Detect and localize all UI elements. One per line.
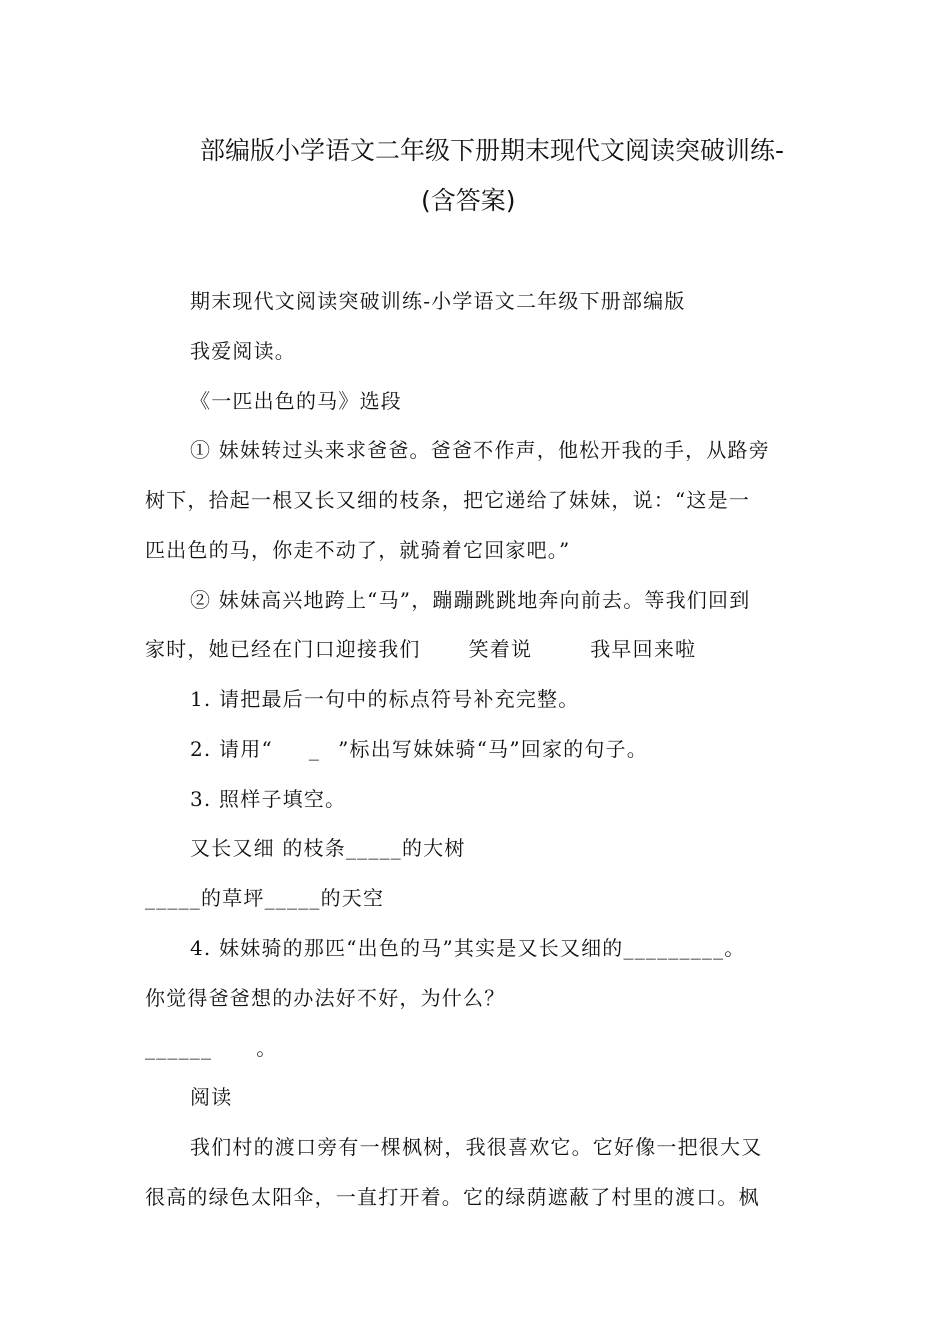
paragraph-1-line-2: 树下，拾起一根又长又细的枝条，把它递给了妹妹，说：“这是一: [145, 488, 751, 512]
section-heading-reading: 我爱阅读。: [190, 339, 296, 363]
question-4-blank: ______: [145, 1036, 213, 1060]
document-title-suffix: (含答案): [421, 186, 516, 215]
question-4-line-2: 你觉得爸爸想的办法好不好，为什么？: [145, 986, 506, 1010]
paragraph-2-line-2: [145, 639, 696, 659]
paragraph-2-line-1: ② 妹妹高兴地跨上“马”，蹦蹦跳跳地奔向前去。等我们回到: [190, 588, 751, 612]
paragraph-3-line-2: 很高的绿色太阳伞，一直打开着。它的绿荫遮蔽了村里的渡口。枫: [145, 1185, 760, 1209]
question-3-example-1: 又长又细 的枝条_____的大树: [190, 836, 466, 860]
subtitle: 期末现代文阅读突破训练-小学语文二年级下册部编版: [190, 289, 686, 313]
question-2-text-b: ”标出写妹妹骑“马”回家的句子。: [338, 737, 648, 761]
paragraph-1-line-3: 匹出色的马，你走不动了，就骑着它回家吧。”: [145, 538, 571, 562]
paragraph-2-text-c: 我早回来啦: [590, 637, 697, 661]
paragraph-1-line-1: ① 妹妹转过头来求爸爸。爸爸不作声，他松开我的手，从路旁: [190, 438, 770, 462]
document-title: 部编版小学语文二年级下册期末现代文阅读突破训练-: [200, 136, 785, 165]
question-4-answer-line: [145, 1038, 277, 1058]
question-4-line-1: 4. 妹妹骑的那匹“出色的马”其实是又长又细的_________。: [190, 936, 746, 960]
question-4-period: 。: [256, 1036, 278, 1060]
paragraph-2-text-b: 笑着说: [468, 637, 533, 661]
section-heading-reading-2: 阅读: [190, 1085, 233, 1109]
paragraph-2-text-a: 家时，她已经在门口迎接我们: [145, 637, 421, 661]
question-1: 1. 请把最后一句中的标点符号补充完整。: [190, 687, 580, 711]
question-2-blank: _: [308, 737, 321, 761]
question-3-example-2: _____的草坪_____的天空: [145, 886, 385, 910]
passage-title: 《一匹出色的马》选段: [190, 389, 402, 413]
question-3: 3. 照样子填空。: [190, 787, 347, 811]
question-2-text-a: 2. 请用“: [190, 737, 273, 761]
paragraph-3-line-1: 我们村的渡口旁有一棵枫树，我很喜欢它。它好像一把很大又: [190, 1135, 763, 1159]
question-2: [190, 739, 648, 759]
